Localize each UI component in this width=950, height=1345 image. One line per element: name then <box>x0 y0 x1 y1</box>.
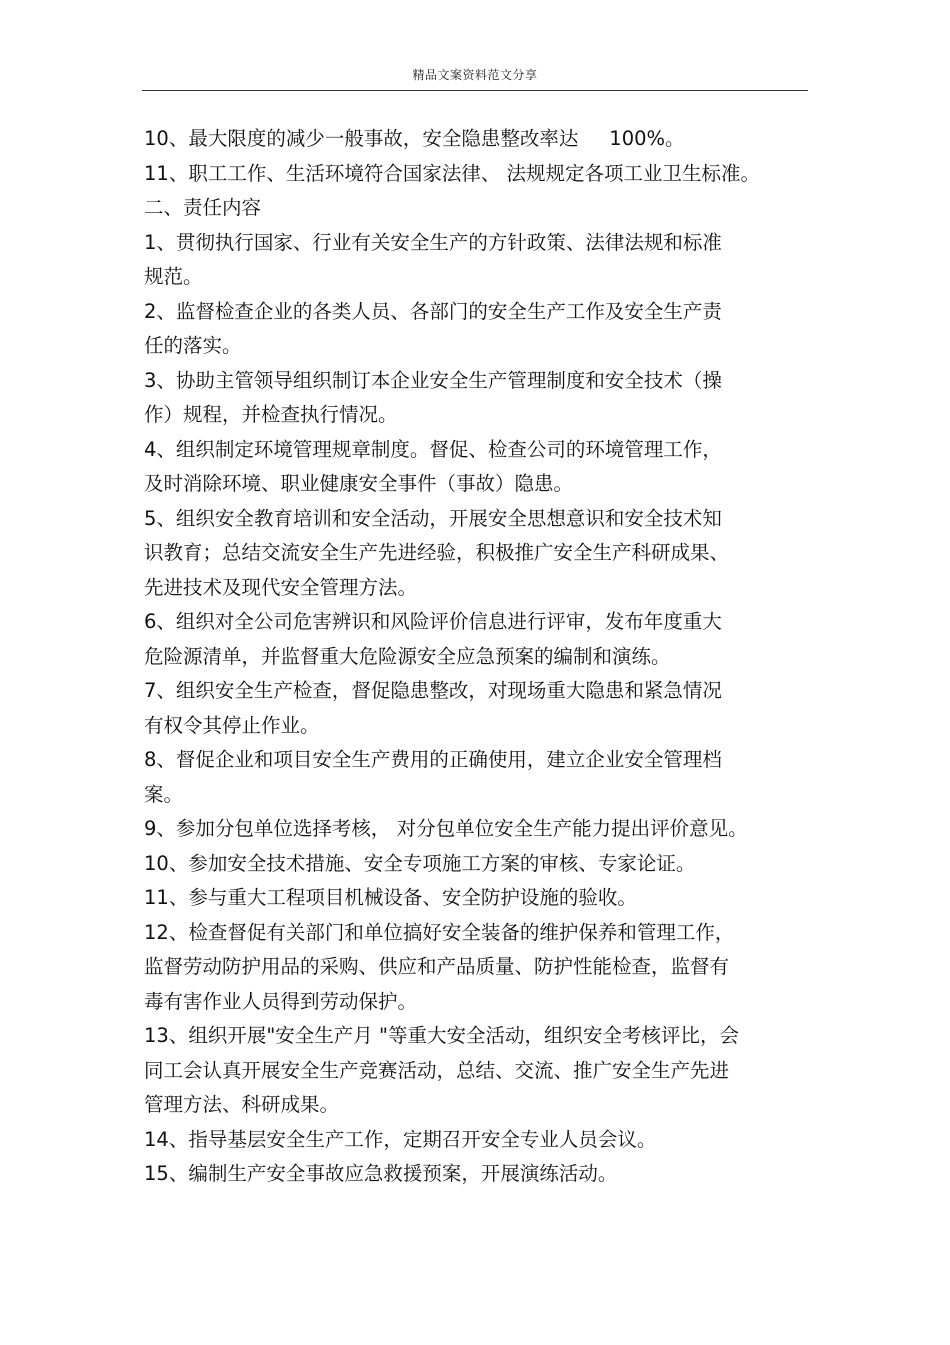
paragraph-line: 同工会认真开展安全生产竞赛活动，总结、交流、推广安全生产先进 <box>144 1058 730 1082</box>
paragraph <box>144 191 794 226</box>
paragraph-line: 任的落实。 <box>144 334 242 357</box>
paragraph-line: 7、组织安全生产检查，督促隐患整改，对现场重大隐患和紧急情况 <box>144 679 722 702</box>
paragraph-line: 9、参加分包单位选择考核， 对分包单位安全生产能力提出评价意见。 <box>144 817 748 840</box>
paragraph <box>144 122 794 157</box>
paragraph-line: 4、组织制定环境管理规章制度。督促、检查公司的环境管理工作， <box>144 437 722 461</box>
paragraph-line: 13、组织开展"安全生产月 "等重大安全活动，组织安全考核评比，会 <box>144 1024 739 1047</box>
paragraph-line: 8、督促企业和项目安全生产费用的正确使用，建立企业安全管理档 <box>144 748 722 771</box>
paragraph-line: 先进技术及现代安全管理方法。 <box>144 575 418 599</box>
paragraph-line: 作）规程，并检查执行情况。 <box>144 403 398 426</box>
paragraph <box>144 226 794 295</box>
paragraph-line: 10、参加安全技术措施、安全专项施工方案的审核、专家论证。 <box>144 851 696 875</box>
paragraph-line: 1、贯彻执行国家、行业有关安全生产的方针政策、法律法规和标准 <box>144 230 722 254</box>
paragraph <box>144 364 794 433</box>
paragraph-line: 10、最大限度的减少一般事故，安全隐患整改率达 100%。 <box>144 127 685 150</box>
paragraph-line: 12、检查督促有关部门和单位搞好安全装备的维护保养和管理工作， <box>144 920 735 944</box>
paragraph-line: 5、组织安全教育培训和安全活动，开展安全思想意识和安全技术知 <box>144 506 722 530</box>
paragraph <box>144 1123 794 1158</box>
paragraph <box>144 157 794 192</box>
paragraph-line: 2、监督检查企业的各类人员、各部门的安全生产工作及安全生产责 <box>144 299 722 323</box>
paragraph-line: 识教育；总结交流安全生产先进经验，积极推广安全生产科研成果、 <box>144 541 730 564</box>
paragraph <box>144 743 794 812</box>
paragraph-line: 监督劳动防护用品的采购、供应和产品质量、防护性能检查，监督有 <box>144 955 730 978</box>
paragraph-line: 二、责任内容 <box>144 196 262 219</box>
paragraph-line: 11、职工工作、生活环境符合国家法律、 法规规定各项工业卫生标准。 <box>144 161 761 185</box>
paragraph <box>144 881 794 916</box>
page-header: 精品文案资料范文分享 <box>412 68 538 82</box>
paragraph <box>144 674 794 743</box>
paragraph-line: 6、组织对全公司危害辨识和风险评价信息进行评审，发布年度重大 <box>144 610 722 633</box>
document-body <box>144 122 794 1192</box>
paragraph-line: 毒有害作业人员得到劳动保护。 <box>144 989 418 1013</box>
paragraph <box>144 1157 794 1192</box>
paragraph <box>144 1019 794 1123</box>
paragraph-line: 14、指导基层安全生产工作，定期召开安全专业人员会议。 <box>144 1127 657 1151</box>
paragraph <box>144 847 794 882</box>
paragraph-line: 案。 <box>144 782 184 806</box>
paragraph-line: 15、编制生产安全事故应急救援预案，开展演练活动。 <box>144 1162 618 1185</box>
paragraph-line: 管理方法、科研成果。 <box>144 1093 340 1116</box>
paragraph-line: 有权令其停止作业。 <box>144 713 320 737</box>
paragraph-line: 规范。 <box>144 265 203 288</box>
paragraph-line: 危险源清单，并监督重大危险源安全应急预案的编制和演练。 <box>144 644 671 668</box>
paragraph-line: 3、协助主管领导组织制订本企业安全生产管理制度和安全技术（操 <box>144 368 722 392</box>
paragraph <box>144 605 794 674</box>
header-divider <box>142 90 808 91</box>
paragraph <box>144 502 794 606</box>
paragraph <box>144 812 794 847</box>
paragraph <box>144 295 794 364</box>
paragraph <box>144 433 794 502</box>
paragraph-line: 11、参与重大工程项目机械设备、安全防护设施的验收。 <box>144 886 637 909</box>
paragraph <box>144 916 794 1020</box>
paragraph-line: 及时消除环境、职业健康安全事件（事故）隐患。 <box>144 472 574 495</box>
